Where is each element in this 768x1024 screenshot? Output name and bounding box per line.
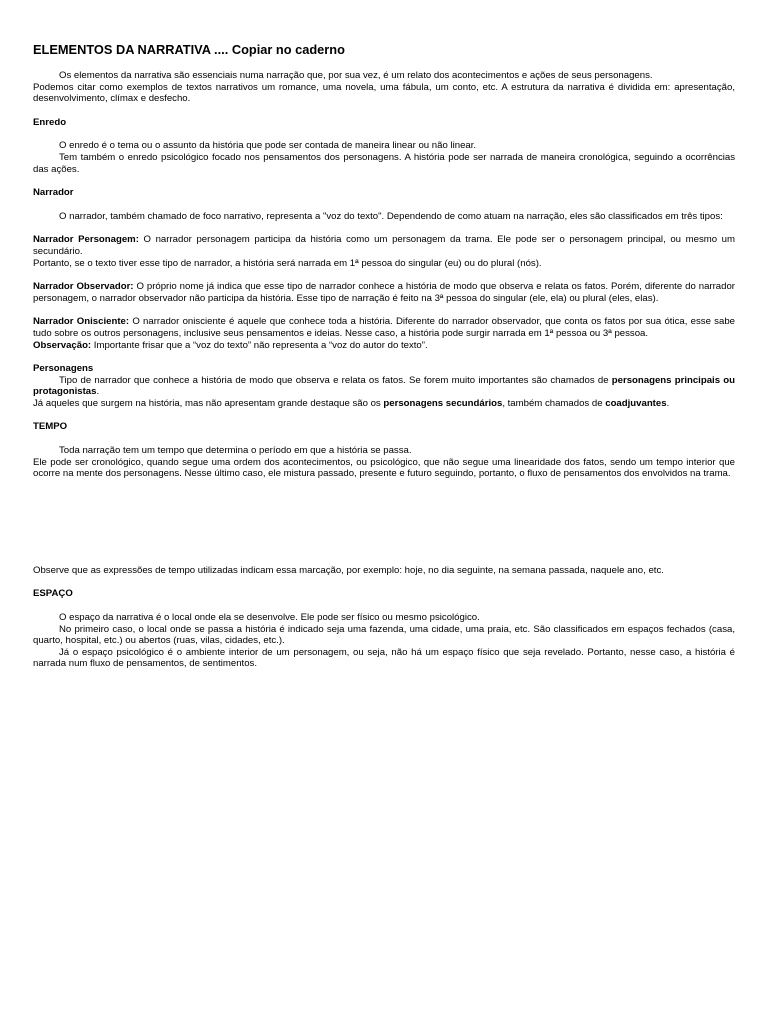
narrador-observador-text: O próprio nome já indica que esse tipo de narrador conhece a história de modo que observa e relata os fatos. Porém, diferente do narrador personagem, o narrador observador não participa da história. Esse tipo de narração é feito na 3ª pessoa do singular (ele, ela) ou plural (eles, elas). bbox=[33, 281, 735, 304]
narrador-onisciente-paragraph bbox=[33, 316, 735, 339]
narrador-personagem-text: O narrador personagem participa da história como um personagem da trama. Ele pode ser o personagem principal, ou mesmo um secundário. bbox=[33, 234, 735, 257]
section-heading-enredo: Enredo bbox=[33, 116, 67, 128]
observacao-label: Observação: bbox=[33, 339, 92, 351]
narrador-personagem-paragraph bbox=[33, 234, 735, 257]
tempo-paragraph-3: Observe que as expressões de tempo utilizadas indicam essa marcação, por exemplo: hoje, no dia seguinte, na semana passada, naquele ano, etc. bbox=[33, 564, 664, 576]
narrador-onisciente-label: Narrador Onisciente: bbox=[33, 316, 130, 328]
section-heading-personagens: Personagens bbox=[33, 363, 94, 375]
personagens-p1-text: Tipo de narrador que conhece a história de modo que observa e relata os fatos. Se forem muito importantes são chamados de bbox=[59, 374, 612, 386]
personagens-p1-end: . bbox=[96, 386, 100, 398]
narrador-paragraph-1: O narrador, também chamado de foco narrativo, representa a "voz do texto". Dependendo de como atuam na narração, eles são classificados em três tipos: bbox=[59, 210, 723, 222]
narrador-observador-label: Narrador Observador: bbox=[33, 281, 134, 293]
personagens-p2-end: . bbox=[666, 397, 670, 409]
narrador-observador-paragraph bbox=[33, 281, 735, 304]
personagens-p2-text: Já aqueles que surgem na história, mas não apresentam grande destaque são os bbox=[33, 397, 384, 409]
intro-paragraph-1: Os elementos da narrativa são essenciais numa narração que, por sua vez, é um relato dos acontecimentos e ações de seus personagens. bbox=[59, 70, 653, 81]
espaco-paragraph-3: Já o espaço psicológico é o ambiente interior de um personagem, ou seja, não há um espaço físico que seja revelado. Portanto, nesse caso, a história é narrada num fluxo de pensamentos, de sentimentos. bbox=[33, 646, 735, 670]
personagens-secundarios-term: personagens secundários bbox=[383, 397, 503, 409]
observacao-text: Importante frisar que a “voz do texto” não representa a “voz do autor do texto”. bbox=[91, 339, 428, 351]
coadjuvantes-term: coadjuvantes bbox=[605, 397, 667, 409]
section-heading-narrador: Narrador bbox=[33, 187, 74, 199]
narrador-onisciente-text: O narrador onisciente é aquele que conhece toda a história. Diferente do narrador observador, que conta os fatos por sua ótica, esse sabe tudo sobre os outros personagens, inclusive seus pensamentos e ideias. Nesse caso, a história pode surgir narrada em 1ª pessoa ou 3ª pessoa. bbox=[33, 316, 735, 339]
tempo-paragraph-2: Ele pode ser cronológico, quando segue uma ordem dos acontecimentos, ou psicológico, que não segue uma linearidade dos fatos, sendo um tempo interior que ocorre na mente dos personagens. Nesse último caso, ele mistura passado, presente e futuro seguindo, portanto, o fluxo de pensamentos dos envolvidos na trama. bbox=[33, 456, 735, 480]
tempo-paragraph-1: Toda narração tem um tempo que determina o período em que a história se passa. bbox=[59, 445, 412, 457]
document-page bbox=[33, 42, 735, 670]
enredo-paragraph-2: Tem também o enredo psicológico focado nos pensamentos dos personagens. A história pode ser narrada de maneira cronológica, seguindo a ocorrências das ações. bbox=[33, 151, 735, 175]
espaco-paragraph-1: O espaço da narrativa é o local onde ela se desenvolve. Ele pode ser físico ou mesmo psicológico. bbox=[59, 612, 480, 624]
section-heading-espaco: ESPAÇO bbox=[33, 588, 73, 600]
intro-paragraph-2: Podemos citar como exemplos de textos narrativos um romance, uma novela, uma fábula, um conto, etc. A estrutura da narrativa é dividida em: apresentação, desenvolvimento, clímax e desfecho. bbox=[33, 81, 735, 105]
espaco-paragraph-2: No primeiro caso, o local onde se passa a história é indicado seja uma fazenda, uma cidade, uma praia, etc. São classificados em espaços fechados (casa, quarto, hospital, etc.) ou abertos (ruas, vilas, cidades, etc.). bbox=[33, 623, 735, 647]
personagens-p2-mid: , também chamados de bbox=[502, 397, 606, 409]
narrador-personagem-paragraph-2: Portanto, se o texto tiver esse tipo de narrador, a história será narrada em 1ª pessoa do singular (eu) ou do plural (nós). bbox=[33, 257, 542, 269]
personagens-paragraph-1 bbox=[33, 375, 735, 398]
enredo-paragraph-1: O enredo é o tema ou o assunto da história que pode ser contada de maneira linear ou não linear. bbox=[59, 140, 477, 152]
narrador-personagem-label: Narrador Personagem: bbox=[33, 234, 139, 246]
personagens-principais-term: personagens principais ou protagonistas bbox=[33, 374, 735, 398]
section-heading-tempo: TEMPO bbox=[33, 421, 68, 433]
page-title: ELEMENTOS DA NARRATIVA .... Copiar no caderno bbox=[33, 42, 345, 57]
personagens-paragraph-2 bbox=[33, 398, 735, 410]
observacao-paragraph bbox=[33, 340, 735, 352]
